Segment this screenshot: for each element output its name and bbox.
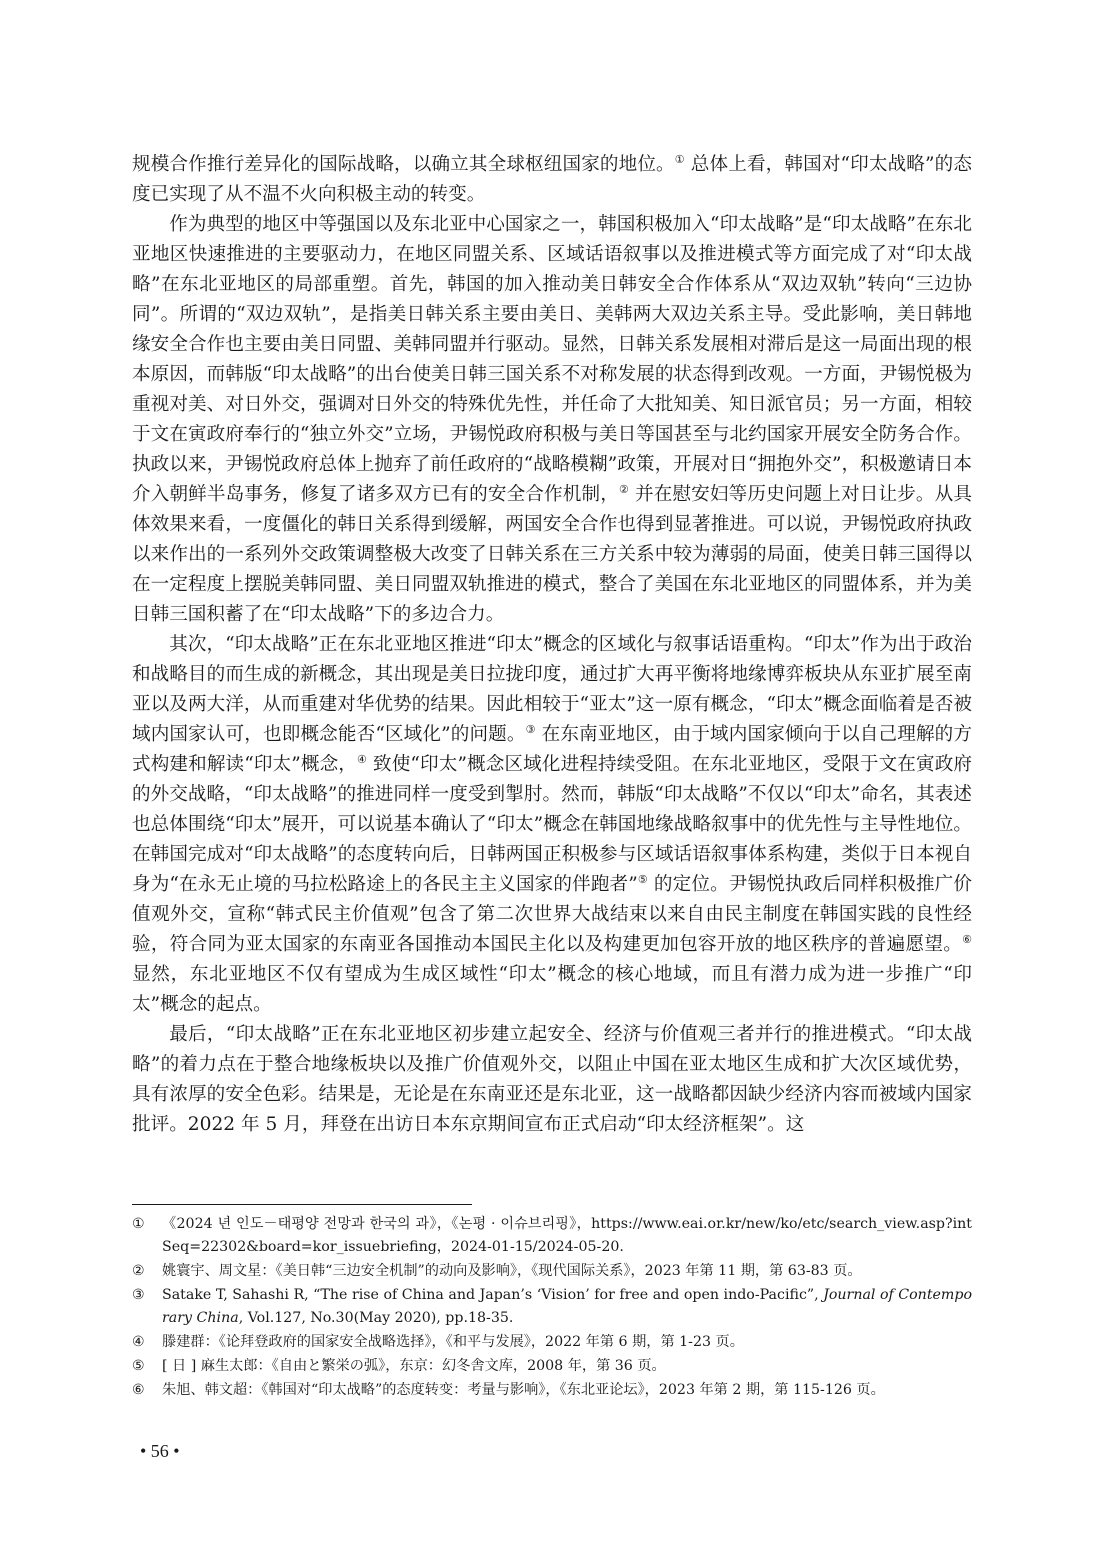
journal-title: Journal of Contemporary China [162,1287,972,1326]
footnote-marker: ③ [132,1287,145,1303]
footnote-2 [132,1260,972,1283]
footnote-divider [132,1204,472,1205]
paragraph-2-text: 作为典型的地区中等强国以及东北亚中心国家之一，韩国积极加入“印太战略”是“印太战略”在东北亚地区快速推进的主要驱动力，在地区同盟关系、区域话语叙事以及推进模式等方面完成了对“印太战略”在东北亚地区的局部重塑。首先，韩国的加入推动美日韩安全合作体系从“双边双轨”转向“三边协同”。所谓的“双边双轨”，是指美日韩关系主要由美日、美韩两大双边关系主导。受此影响，美日韩地缘安全合作也主要由美日同盟、美韩同盟并行驱动。显然，日韩关系发展相对滞后是这一局面出现的根本原因，而韩版“印太战略”的出台使美日韩三国关系不对称发展的状态得到改观。一方面，尹锡悦极为重视对美、对日外交，强调对日外交的特殊优先性，并任命了大批知美、知日派官员；另一方面，相较于文在寅政府奉行的“独立外交”立场，尹锡悦政府积极与美日等国甚至与北约国家开展安全防务合作。执政以来，尹锡悦政府总体上抛弃了前任政府的“战略模糊”政策，开展对日“拥抱外交”，积极邀请日本介入朝鲜半岛事务，修复了诸多双方已有的安全合作机制， [132,214,972,505]
footnote-text: 《2024 년 인도－태평양 전망과 한국의 과》，《논평 · 이슈브리핑》，https://www.eai.or.kr/new/ko/etc/search_view.asp?intSeq=22302&board=kor_issuebriefing，2024-01-15/2024-05-20. [162,1216,972,1255]
footnote-4 [132,1331,972,1354]
footnote-ref-6[interactable]: ⑥ [962,932,972,946]
paragraph-3-text-e: 显然，东北亚地区不仅有望成为生成区域性“印太”概念的核心地域，而且有潜力成为进一步推广“印太”概念的起点。 [132,964,972,1015]
paragraph-1-text: 规模合作推行差异化的国际战略，以确立其全球枢纽国家的地位。 [132,154,675,175]
footnote-marker: ② [132,1263,145,1279]
paragraph-1-text-b: 总体上看，韩国对“印太战略”的态度已实现了从不温不火向积极主动的转变。 [132,154,972,205]
paragraph-3-text-c: 致使“印太”概念区域化进程持续受阻。在东北亚地区，受限于文在寅政府的外交战略，“印太战略”的推进同样一度受到掣肘。然而，韩版“印太战略”不仅以“印太”命名，其表述也总体围绕“印太”展开，可以说基本确认了“印太”概念在韩国地缘战略叙事中的优先性与主导性地位。在韩国完成对“印太战略”的态度转向后，日韩两国正积极参与区域话语叙事体系构建，类似于日本视自身为“在永无止境的马拉松路途上的各民主主义国家的伴跑者” [132,754,972,895]
footnote-1 [132,1213,972,1259]
paragraph-3-text-d: 的定位。尹锡悦执政后同样积极推广价值观外交，宣称“韩式民主价值观”包含了第二次世界大战结束以来自由民主制度在韩国实践的良性经验，符合同为亚太国家的东南亚各国推动本国民主化以及构建更加包容开放的地区秩序的普遍愿望。 [132,874,972,955]
footnote-ref-2[interactable]: ② [618,482,629,496]
footnote-ref-5[interactable]: ⑤ [637,872,648,886]
footnote-marker: ⑥ [132,1382,145,1398]
footnote-ref-3[interactable]: ③ [525,722,536,736]
footnote-3 [132,1284,972,1330]
paragraph-3-text: 其次，“印太战略”正在东北亚地区推进“印太”概念的区域化与叙事话语重构。“印太”作为出于政治和战略目的而生成的新概念，其出现是美日拉拢印度，通过扩大再平衡将地缘博弈板块从东亚扩展至南亚以及两大洋，从而重建对华优势的结果。因此相较于“亚太”这一原有概念，“印太”概念面临着是否被域内国家认可，也即概念能否“区域化”的问题。 [132,634,972,745]
paragraph-3-text-b: 在东南亚地区，由于域内国家倾向于以自己理解的方式构建和解读“印太”概念， [132,724,972,775]
footnote-text: 滕建群：《论拜登政府的国家安全战略选择》，《和平与发展》，2022 年第 6 期，第 1-23 页。 [162,1334,744,1350]
footnote-text-b: , Vol.127, No.30(May 2020), pp.18-35. [238,1310,514,1326]
footnote-5 [132,1355,972,1378]
footnote-marker: ① [132,1216,145,1232]
footnote-marker: ④ [132,1334,145,1350]
body-text [132,150,972,1140]
footnote-ref-1[interactable]: ① [674,152,685,166]
footnote-text: 朱旭、韩文超：《韩国对“印太战略”的态度转变：考量与影响》，《东北亚论坛》，2023 年第 2 期，第 115-126 页。 [162,1382,885,1398]
paragraph-2-text-b: 并在慰安妇等历史问题上对日让步。从具体效果来看，一度僵化的韩日关系得到缓解，两国安全合作也得到显著推进。可以说，尹锡悦政府执政以来作出的一系列外交政策调整极大改变了日韩关系在三方关系中较为薄弱的局面，使美日韩三国得以在一定程度上摆脱美韩同盟、美日同盟双轨推进的模式，整合了美国在东北亚地区的同盟体系，并为美日韩三国积蓄了在“印太战略”下的多边合力。 [132,484,972,625]
footnote-text: 姚寰宇、周文星：《美日韩“三边安全机制”的动向及影响》，《现代国际关系》，2023 年第 11 期，第 63-83 页。 [162,1263,862,1279]
page-number: • 56 • [140,1441,180,1461]
paragraph-4 [132,1020,972,1140]
footnote-marker: ⑤ [132,1358,145,1374]
paragraph-3 [132,630,972,1020]
footnotes [132,1213,972,1403]
footnote-text [162,1284,972,1330]
footnote-text: [ 日 ] 麻生太郎：《自由と繁栄の弧》，东京：幻冬舎文库，2008 年，第 36 页。 [162,1358,666,1374]
footnote-ref-4[interactable]: ④ [357,752,367,766]
paragraph-4-text: 最后，“印太战略”正在东北亚地区初步建立起安全、经济与价值观三者并行的推进模式。“印太战略”的着力点在于整合地缘板块以及推广价值观外交，以阻止中国在亚太地区生成和扩大次区域优势，具有浓厚的安全色彩。结果是，无论是在东南亚还是东北亚，这一战略都因缺少经济内容而被域内国家批评。2022 年 5 月，拜登在出访日本东京期间宣布正式启动“印太经济框架”。这 [132,1024,972,1135]
footnote-text-a: Satake T, Sahashi R, “The rise of China and Japan’s ‘Vision’ for free and open indo-Pacific”, [162,1287,824,1303]
paragraph-1 [132,150,972,210]
footnote-6 [132,1379,972,1402]
paragraph-2 [132,210,972,630]
